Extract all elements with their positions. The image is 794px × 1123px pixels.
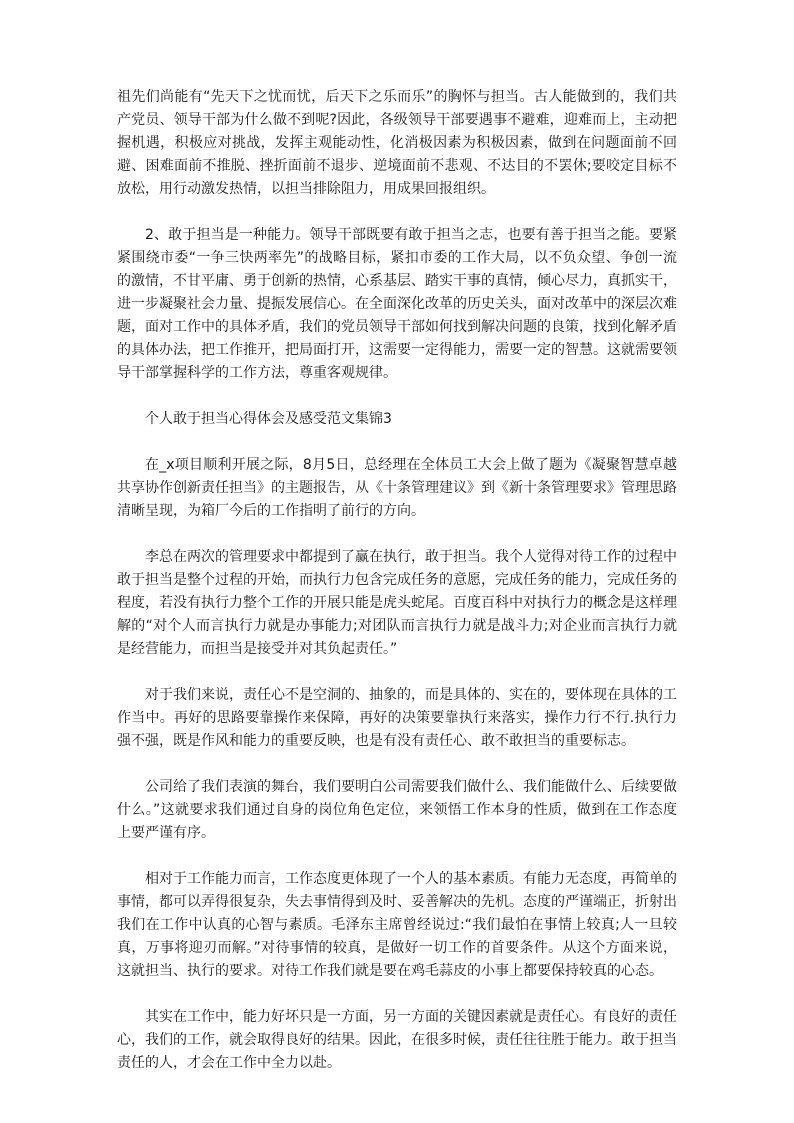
paragraph-4: 李总在两次的管理要求中都提到了赢在执行，敢于担当。我个人觉得对待工作的过程中敢于担当是整个过程的开始，而执行力包含完成任务的意愿，完成任务的能力，完成任务的程度，若没有执行力整个工作的开展只能是虎头蛇尾。百度百科中对执行力的概念是这样理解的“对个人而言执行力就是办事能力;对团队而言执行力就是战斗力;对企业而言执行力就是经营能力，而担当是接受并对其负起责任。” (117, 549, 677, 657)
document-body (117, 86, 677, 1098)
paragraph-2: 2、敢于担当是一种能力。领导干部既要有敢于担当之志，也要有善于担当之能。要紧紧围绕市委“一争三快两率先”的战略目标，紧扣市委的工作大局，以不负众望、争创一流的激情，不甘平庸、勇于创新的热情，心系基层、踏实干事的真情，倾心尽力，真抓实干，进一步凝聚社会力量、提振发展信心。在全面深化改革的历史关头，面对改革中的深层次难题，面对工作中的具体矛盾，我们的党员领导干部如何找到解决问题的良策，找到化解矛盾的具体办法，把工作推开，把局面打开，这需要一定得能力，需要一定的智慧。这就需要领导干部掌握科学的工作方法，尊重客观规律。 (117, 227, 677, 381)
paragraph-5: 对于我们来说，责任心不是空洞的、抽象的，而是具体的、实在的，要体现在具体的工作当中。再好的思路要靠操作来保障，再好的决策要靠执行来落实，操作力行不行.执行力强不强，既是作风和能力的重要反映，也是有没有责任心、敢不敢担当的重要标志。 (117, 687, 677, 749)
paragraph-8: 其实在工作中，能力好坏只是一方面，另一方面的关键因素就是责任心。有良好的责任心，我们的工作，就会取得良好的结果。因此，在很多时候，责任往往胜于能力。敢于担当责任的人，才会在工作中全力以赴。 (117, 1009, 677, 1071)
section-heading: 个人敢于担当心得体会及感受范文集锦3 (145, 411, 392, 427)
paragraph-1: 祖先们尚能有“先天下之忧而忧，后天下之乐而乐”的胸怀与担当。古人能做到的，我们共产党员、领导干部为什么做不到呢?因此，各级领导干部要遇事不避难，迎难而上，主动把握机遇，积极应对挑战，发挥主观能动性，化消极因素为积极因素，做到在问题面前不回避、困难面前不推脱、挫折面前不退步、逆境面前不悲观、不达目的不罢休;要咬定目标不放松，用行动激发热情，以担当排除阻力，用成果回报组织。 (117, 89, 677, 197)
paragraph-6: 公司给了我们表演的舞台，我们要明白公司需要我们做什么、我们能做什么、后续要做什么。”这就要求我们通过自身的岗位角色定位，来领悟工作本身的性质，做到在工作态度上要严谨有序。 (117, 779, 677, 841)
paragraph-7: 相对于工作能力而言，工作态度更体现了一个人的基本素质。有能力无态度，再简单的事情，都可以弄得很复杂，失去事情得到及时、妥善解决的先机。态度的严谨端正，折射出我们在工作中认真的心智与素质。毛泽东主席曾经说过:“我们最怕在事情上较真;人一旦较真，万事将迎刃而解。”对待事情的较真，是做好一切工作的首要条件。从这个方面来说，这就担当、执行的要求。对待工作我们就是要在鸡毛蒜皮的小事上都要保持较真的心态。 (117, 871, 677, 979)
paragraph-3: 在_x项目顺利开展之际，8月5日，总经理在全体员工大会上做了题为《凝聚智慧卓越共享协作创新责任担当》的主题报告，从《十条管理建议》到《新十条管理要求》管理思路清晰呈现，为箱厂今后的工作指明了前行的方向。 (117, 457, 677, 519)
